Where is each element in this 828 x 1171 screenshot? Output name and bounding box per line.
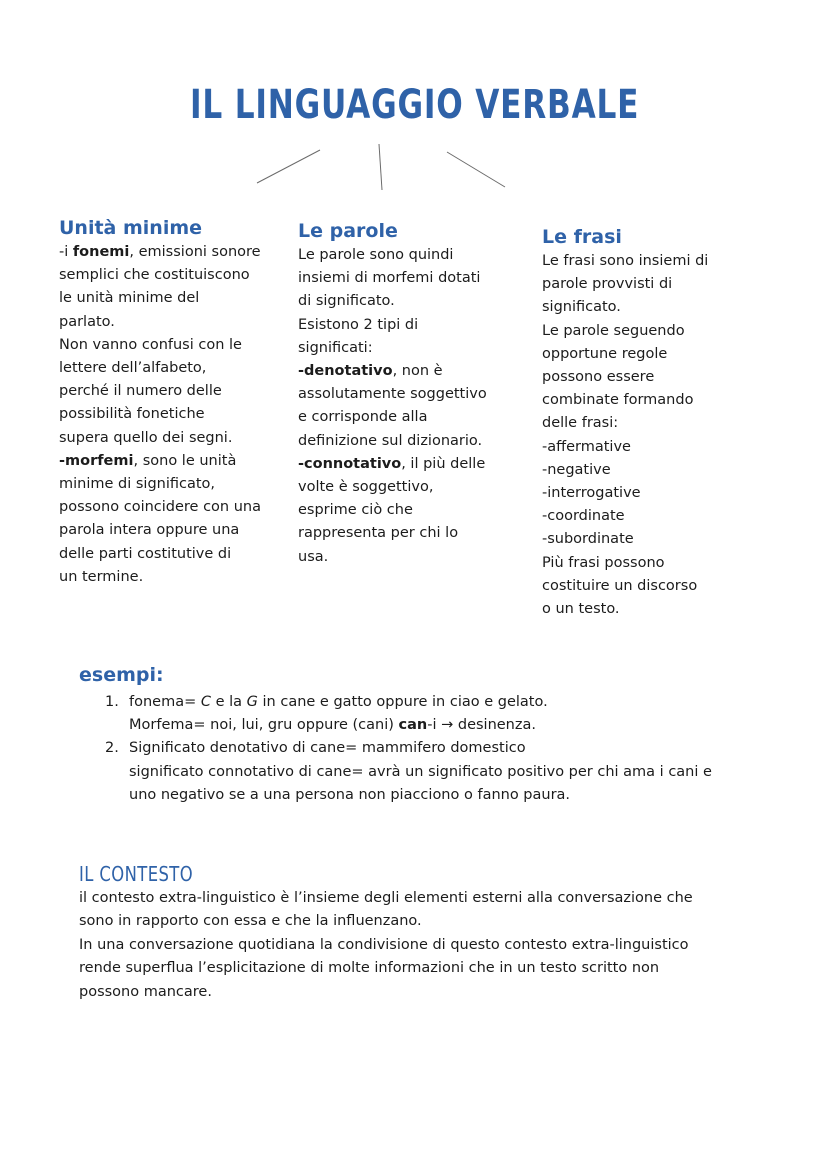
text-line: volte è soggettivo,	[298, 479, 434, 496]
text-line: esprime ciò che	[298, 502, 413, 519]
text-line: minime di significato,	[59, 476, 216, 493]
text-line: significato connotativo di cane= avrà un significato positivo per chi ama i cani e	[129, 763, 712, 780]
text-line: e corrisponde alla	[298, 409, 428, 426]
text-line: semplici che costituiscono	[59, 267, 250, 284]
text-line: possono coincidere con una	[59, 499, 261, 516]
example-item-1	[79, 691, 712, 737]
list-number: 1.	[105, 694, 119, 710]
text-line: delle frasi:	[542, 415, 619, 432]
connector-right	[447, 152, 505, 187]
text-line: significati:	[298, 339, 373, 356]
text-line: lettere dell’alfabeto,	[59, 360, 207, 377]
text-line: delle parti costitutive di	[59, 545, 232, 562]
column-le-parole	[298, 219, 487, 569]
text-line: combinate formando	[542, 392, 694, 409]
column-le-frasi	[542, 225, 708, 621]
text-line: significato.	[542, 299, 621, 316]
text-line: Morfema= noi, lui, gru oppure (cani) can-i → desinenza.	[129, 717, 536, 734]
list-number: 2.	[105, 740, 119, 757]
examples-heading: esempi:	[79, 664, 164, 686]
text-line: In una conversazione quotidiana la condivisione di questo contesto extra-linguistico	[79, 936, 689, 953]
text-line: definizione sul dizionario.	[298, 432, 483, 449]
connector-left	[257, 150, 320, 183]
text-line: -morfemi, sono le unità	[59, 452, 237, 469]
text-line: uno negativo se a una persona non piacciono o fanno paura.	[129, 786, 571, 803]
text-line: parlato.	[59, 313, 115, 330]
text-line: fonema= C e la G in cane e gatto oppure in ciao e gelato.	[129, 694, 548, 710]
text-line: supera quello dei segni.	[59, 429, 233, 446]
text-line: sono in rapporto con essa e che la influenzano.	[79, 913, 422, 930]
text-line: assolutamente soggettivo	[298, 386, 487, 403]
text-line: di significato.	[298, 293, 395, 310]
text-line: possono mancare.	[79, 983, 212, 1000]
text-line: parola intera oppure una	[59, 522, 240, 539]
context-section	[79, 861, 693, 1004]
connector-lines	[0, 0, 828, 200]
context-heading: IL CONTESTO	[79, 862, 194, 886]
text-line: il contesto extra-linguistico è l’insieme degli elementi esterni alla conversazione che	[79, 890, 693, 906]
text-line: -coordinate	[542, 508, 625, 525]
text-line: -negative	[542, 461, 611, 478]
text-line: Le parole seguendo	[542, 322, 685, 339]
text-line: le unità minime del	[59, 290, 200, 307]
text-line: -i fonemi, emissioni sonore	[59, 244, 261, 260]
text-line: rappresenta per chi lo	[298, 525, 459, 542]
text-line: -denotativo, non è	[298, 363, 443, 380]
text-line: Le parole sono quindi	[298, 247, 454, 263]
text-line: costituire un discorso	[542, 577, 698, 594]
column-heading: Le parole	[298, 220, 398, 242]
text-line: possono essere	[542, 369, 655, 386]
text-line: usa.	[298, 548, 329, 565]
page-title: IL LINGUAGGIO VERBALE	[190, 82, 640, 128]
text-line: parole provvisti di	[542, 276, 673, 293]
text-line: un termine.	[59, 568, 144, 585]
text-line: insiemi di morfemi dotati	[298, 270, 481, 287]
text-line: -connotativo, il più delle	[298, 455, 486, 472]
text-line: Più frasi possono	[542, 554, 665, 571]
text-line: -interrogative	[542, 485, 641, 502]
text-line: Non vanno confusi con le	[59, 336, 242, 353]
text-line: rende superflua l’esplicitazione di molte informazioni che in un testo scritto non	[79, 960, 660, 977]
text-line: -subordinate	[542, 531, 634, 548]
text-line: Le frasi sono insiemi di	[542, 253, 709, 269]
example-item-2	[79, 737, 712, 807]
examples-section	[79, 662, 712, 807]
text-line: possibilità fonetiche	[59, 406, 205, 423]
text-line: opportune regole	[542, 345, 668, 362]
column-heading: Le frasi	[542, 226, 622, 248]
text-line: -affermative	[542, 438, 631, 455]
text-line: o un testo.	[542, 601, 620, 618]
text-line: Significato denotativo di cane= mammifero domestico	[129, 740, 526, 757]
column-heading: Unità minime	[59, 217, 203, 239]
connector-center	[379, 144, 382, 190]
column-unita-minime	[59, 216, 261, 589]
text-line: Esistono 2 tipi di	[298, 316, 419, 333]
text-line: perché il numero delle	[59, 383, 222, 400]
